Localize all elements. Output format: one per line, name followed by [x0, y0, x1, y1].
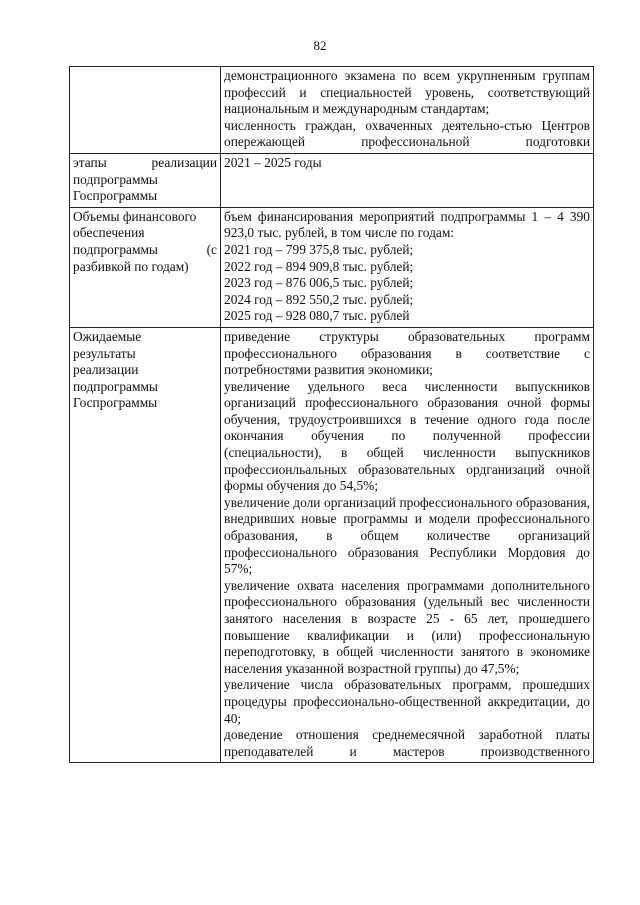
- label-line: реализации: [73, 362, 139, 378]
- table-row-expected-results: [70, 327, 594, 762]
- label-line: Госпрограммы: [73, 395, 158, 411]
- content-paragraph: приведение структуры образовательных программ профессионального образования в соответствие с потребностями развития экономики;: [224, 328, 590, 378]
- label-line: этапы реализации: [73, 154, 217, 170]
- table-row-continuation: [70, 67, 594, 154]
- content-paragraph: доведение отношения среднемесячной заработной платы преподавателей и мастеров производственного: [224, 727, 590, 759]
- row-content-cell: [221, 67, 594, 154]
- label-line: подпрограммы: [73, 378, 158, 394]
- content-paragraph: 2021 год – 799 375,8 тыс. рублей;: [224, 241, 414, 257]
- content-paragraph: увеличение доли организаций профессионального образования, внедривших новые программы и модели профессионального образования, в общем количестве организаций профессионального образования Республики Мордовия до 57%;: [224, 494, 590, 577]
- content-paragraph: увеличение охвата населения программами дополнительного профессионального образования (удельный вес численности занятого населения в возрасте 25 - 65 лет, прошедшего повышение квалификации и (или) профессиональную переподготовку, в общей численности занятого в экономике населения указанной возрастной группы) до 47,5%;: [224, 577, 590, 676]
- table-row-stages: [70, 153, 594, 207]
- label-line: разбивкой по годам): [73, 258, 189, 274]
- row-content-cell: [221, 153, 594, 207]
- content-paragraph: бъем финансирования мероприятий подпрограммы 1 – 4 390 923,0 тыс. рублей, в том числе по годам:: [224, 208, 590, 241]
- content-paragraph: 2021 – 2025 годы: [224, 154, 322, 170]
- content-paragraph: увеличение числа образовательных программ, прошедших процедуры профессионально-общественной аккредитации, до 40;: [224, 677, 590, 726]
- content-paragraph: 2024 год – 892 550,2 тыс. рублей;: [224, 291, 414, 307]
- table-row-financing: [70, 207, 594, 327]
- row-label-cell: [70, 207, 221, 327]
- label-line: подпрограммы: [73, 171, 158, 187]
- label-line: обеспечения: [73, 225, 145, 241]
- subprogram-passport-table: [69, 66, 594, 763]
- label-line: результаты: [73, 345, 136, 361]
- row-label-cell: [70, 153, 221, 207]
- label-line: Ожидаемые: [73, 328, 142, 344]
- content-paragraph: 2025 год – 928 080,7 тыс. рублей: [224, 308, 410, 324]
- row-content-cell: [221, 327, 594, 762]
- row-label-cell: [70, 327, 221, 762]
- content-paragraph: демонстрационного экзамена по всем укрупненным группам профессий и специальностей уровень, соответствующий национальным и международным стандартам;: [224, 68, 590, 117]
- label-line: подпрограммы (с: [73, 241, 217, 257]
- content-paragraph: 2022 год – 894 909,8 тыс. рублей;: [224, 258, 414, 274]
- content-paragraph: численность граждан, охваченных деятельно-стью Центров опережающей профессиональной подготовки: [224, 117, 590, 150]
- content-paragraph: увеличение удельного веса численности выпускников организаций профессионального образования очной формы обучения, трудоустроившихся в течение одного года после окончания обучения по полученной профессии (специальности), в общей численности выпускников профессионльальных образовательных ордганизаций очной формы обучения до 54,5%;: [224, 378, 590, 494]
- page-number: 82: [313, 38, 327, 53]
- content-paragraph: 2023 год – 876 006,5 тыс. рублей;: [224, 275, 414, 291]
- row-label-cell: [70, 67, 221, 154]
- row-content-cell: [221, 207, 594, 327]
- label-line: Объемы финансового: [73, 208, 197, 224]
- label-line: Госпрограммы: [73, 188, 158, 204]
